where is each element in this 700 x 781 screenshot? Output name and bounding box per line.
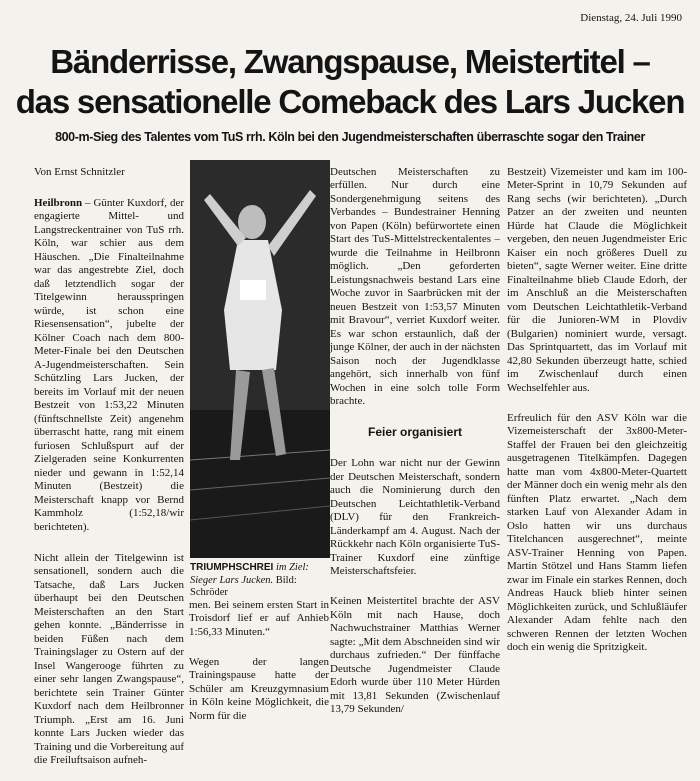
headline: [0, 42, 700, 122]
headline-line-2: das sensationelle Comeback des Lars Jucken: [15, 83, 685, 120]
article-column-3: [330, 152, 500, 730]
paragraph-text: – Günter Kuxdorf, der engagierte Mittel- und Langstreckentrainer von TuS rrh. Köln, war schier aus dem Häuschen. „Die Finalteilnahme war das angestrebte Ziel, doch daß letztendlich sogar der Titelgewinn herausspringen würde, ist schon eine Riesensensation“, jubelte der Kölner Coach nach dem 800-Meter-Finale bei den Deutschen A-Jugendmeisterschaften. Sein Schützling Lars Jucken, der bereits im Vorlauf mit der neuen Bestzeit von 1:53,22 Minuten (fünftschnellste Zeit) angenehm überrascht hatte, rang mit einem furiosen Schlußspurt auf der Zielgeraden seine Konkurrenten nieder und gewann in 1:52,14 Minuten (Bestzeit) die Meisterschaft knapp vor Bernd Kammholz (1:52,18/wir berichteten).: [34, 196, 184, 533]
caption-text: im Ziel: Sieger Lars Jucken.: [190, 562, 309, 586]
photo-credit: Bild: Schröder: [190, 574, 297, 598]
author-byline: Von Ernst Schnitzler: [34, 165, 125, 178]
article-photo: [190, 160, 330, 558]
paragraph: Bestzeit) Vizemeister und kam im 100-Meter-Sprint in 10,79 Sekunden auf Rang sechs (wir berichteten). „Durch Patzer an der zweiten und neunten Hürde hat Claude die Möglichkeit vergeben, den neuen Jugendmeister Eric Kaiser ein noch größeres Duell zu bieten“, sagte Werner weiter. Eine dritte Finalteilnahme blieb Claude Edorh, der im Anschluß an die Meisterschaften vom Deutschen Leichtathletik-Verband für die Junioren-WM in Plovdiv (Bulgarien) nominiert wurde, versagt. Das Sprintquartett, das im Vorlauf mit 42,80 Sekunden überzeugt hatte, schied im Zwischenlauf durch einen Wechselfehler aus.: [507, 165, 687, 394]
paragraph: Wegen der langen Trainingspause hatte der Schüler am Kreuzgymnasium in Köln keine Möglichkeit, die Norm für die: [189, 655, 329, 722]
article-column-4: [507, 152, 687, 668]
caption-lead: TRIUMPHSCHREI: [190, 562, 274, 573]
issue-date: Dienstag, 24. Juli 1990: [580, 12, 682, 24]
section-subhead: Feier organisiert: [367, 425, 463, 439]
paragraph: Nicht allein der Titelgewinn ist sensationell, sondern auch die Tatsache, daß Lars Jucken überhaupt bei den Deutschen Meisterschaften an den Start gehen konnte. „Bänderrisse in beiden Füßen nach dem Trainingslager zu Ostern auf der Insel Wangerooge führten zu einer sehr langen Zwangspause“, berichtete sein Trainer Günter Kuxdorf nach dem Heilbronner Triumph. „Erst am 16. Juni konnte Lars Jucken wieder das Training und die Vorbereitung auf die Freiluftsaison aufneh-: [34, 551, 184, 766]
headline-line-1: Bänderrisse, Zwangspause, Meistertitel –: [50, 43, 650, 80]
paragraph: [34, 197, 184, 535]
paragraph: Der Lohn war nicht nur der Gewinn der Deutschen Meisterschaft, sondern auch die Nominierung durch den Deutschen Leichtathletik-Verband (DLV) für den Frankreich-Länderkampf am 4. August. Nach der Rückkehr nach Köln organisierte TuS-Trainer Kuxdorf eine zünftige Meisterschaftsfeier.: [330, 457, 500, 577]
article-column-2: [189, 585, 329, 737]
subheadline: 800-m-Sieg des Talentes vom TuS rrh. Köln bei den Jugendmeisterschaften überraschte sogar den Trainer: [55, 130, 645, 144]
paragraph: Erfreulich für den ASV Köln war die Vizemeisterschaft der 3x800-Meter-Staffel der Frauen bei den gleichzeitig ausgetragenen Titelkämpfen. Dagegen hatte man vom 4x800-Meter-Quartett der Männer doch ein wenig mehr als den fünften Platz erwartet. „Nach dem starken Lauf von Alexander Adam in Oslo hatten wir uns durchaus Titelchancen ausgerechnet“, meinte ASV-Trainer Henning von Papen. Martin Stötzel und Hans Stamm liefen zwar im Finale ein starkes Rennen, doch Andreas Hauck blieb hinter seinen Möglichkeiten zurück, und Schlußläufer Alexander Adam fehlte nach den schweren Rennen der letzten Wochen doch ein wenig die Spritzigkeit.: [507, 411, 687, 653]
paragraph: Keinen Meistertitel brachte der ASV Köln mit nach Hause, doch Nachwuchstrainer Matthias Werner sagte: „Mit dem Abschneiden sind wir durchaus zufrieden.“ Der fünffache Deutsche Jugendmeister Claude Edorh wurde über 110 Meter Hürden mit 13,81 Sekunden (Zwischenlauf 13,79 Sekunden/: [330, 595, 500, 715]
article-column-1: [34, 152, 184, 781]
dateline: Heilbronn: [34, 196, 83, 209]
runner-photo-icon: [190, 160, 330, 558]
paragraph: men. Bei seinem ersten Start in Troisdorf lief er auf Anhieb 1:56,33 Minuten.“: [189, 598, 329, 638]
paragraph: Deutschen Meisterschaften zu erfüllen. Nur durch eine Sondergenehmigung seitens des Verbandes – Bundestrainer Henning von Papen (Köln) befürwortete einen Start des TuS-Mittelstreckentalentes – wurde die Teilnahme in Heilbronn möglich. „Den geforderten Leistungsnachweis bestand Lars eine Woche zuvor in Saarbrücken mit der neuen Bestzeit von 1:53,57 Minuten mit Bravour“, verriet Kuxdorf weiter. Es war schon erstaunlich, daß der junge Kölner, der auch in der nächsten Saison noch der Jugendklasse angehört, sich innerhalb von fünf Wochen in eine solch tolle Form brachte.: [330, 165, 500, 407]
